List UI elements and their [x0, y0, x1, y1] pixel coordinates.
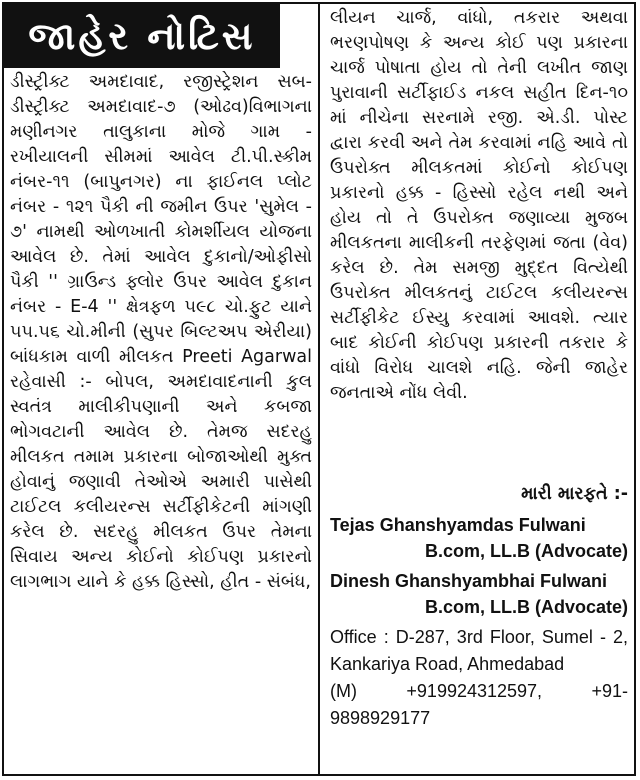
notice-body-left: ડીસ્ટ્રીક્ટ અમદાવાદ, રજીસ્ટ્રેશન સબ-ડીસ્ટ્રીક્ટ અમદાવાદ-૭ (ઓઢવ)વિભાગના મણીનગર તાલુકાના મોજે ગામ - રખીયાલની સીમમાં આવેલ ટી.પી.સ્કીમ નંબર-૧૧ (બાપુનગર) ના ફાઈનલ પ્લોટ નંબર - ૧૨૧ પૈકી ની જમીન ઉપર 'સુમેલ - ૭' નામથી ઓળખાતી કોમર્શીયલ યોજના આવેલ છે. તેમાં આવેલ દુકાનો/ઓફીસો પૈકી '' ગ્રાઉન્ડ ફ્લોર ઉપર આવેલ દુકાન નંબર - E-4 '' ક્ષેત્રફળ ૫૯૮ ચો.ફુટ યાને ૫૫.૫૬ ચો.મીની (સુપર બિલ્ટઅપ એરીયા) બાંધકામ વાળી મીલકત Preeti Agarwal રહેવાસી :- બોપલ, અમદાવાદનાની કુલ સ્વતંત્ર માલીકીપણાની અને કબજા ભોગવટાની આવેલ છે. તેમજ સદરહુ મીલકત તમામ પ્રકારના બોજાઓથી મુક્ત હોવાનું જણાવી તેઓએ અમારી પાસેથી ટાઈટલ કલીયરન્સ સર્ટીફીકેટની માંગણી કરેલ છે. સદરહુ મીલકત ઉપર તેમના સિવાય અન્ય કોઈનો કોઈપણ પ્રકારનો લાગભાગ યાને કે હક્ક હિસ્સો, હીત - સંબંધ, [10, 72, 312, 592]
office-address: Office : D-287, 3rd Floor, Sumel - 2, Kankariya Road, Ahmedabad [330, 627, 628, 674]
notice-body-right: લીયન ચાર્જ, વાંધો, તકરાર અથવા ભરણપોષણ કે અન્ય કોઈ પણ પ્રકારના ચાર્જ પોષાતા હોય તો તેની લખીત જાણ પુરાવાની સર્ટીફાઈડ નકલ સહીત દિન-૧૦ માં નીચેના સરનામે રજી. એ.ડી. પોસ્ટ દ્વારા કરવી અને તેમ કરવામાં નહિ આવે તો ઉપરોક્ત મીલકતમાં કોઈનો કોઈપણ પ્રકારનો હક્ક - હિસ્સો રહેલ નથી અને હોય તો તે ઉપરોક્ત જણાવ્યા મુજબ મીલકતના માલીકની તરફેણમાં જતા (વેવ) કરેલ છે. તેમ સમજી મુદ્દત વિત્યેથી ઉપરોક્ત મીલકતનું ટાઈટલ કલીયરન્સ સર્ટીફીકેટ ઈસ્યુ કરવામાં આવશે. ત્યાર બાદ કોઈની કોઈપણ પ્રકારની તકરાર કે વાંધો વિરોધ ચાલશે નહિ. જેની જાહેર જનતાએ નોંધ લેવી. [330, 8, 628, 403]
advocate-name: Dinesh Ghanshyambhai Fulwani [330, 571, 608, 591]
advocate-block [330, 512, 628, 564]
mobile-numbers: (M) +919924312597, +91-9898929177 [330, 681, 628, 728]
column-divider [318, 2, 320, 776]
notice-title: જાહેર નોટિસ [4, 4, 280, 68]
signoff-label: મારી મારફતે :- [521, 484, 628, 504]
advocate-name: Tejas Ghanshyamdas Fulwani [330, 515, 586, 535]
advocate-block [330, 568, 628, 620]
advocate-degree: B.com, LL.B (Advocate) [424, 597, 628, 617]
advocate-degree: B.com, LL.B (Advocate) [424, 541, 628, 561]
office-contact [330, 624, 628, 732]
